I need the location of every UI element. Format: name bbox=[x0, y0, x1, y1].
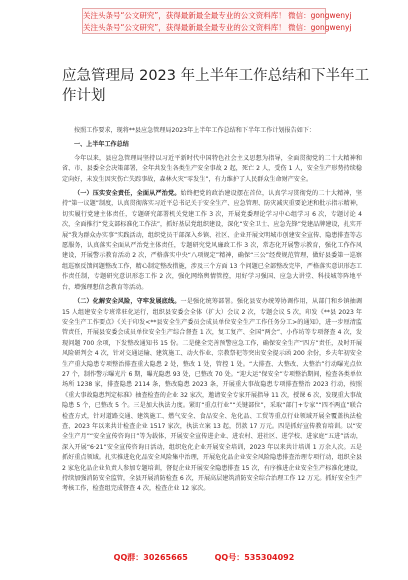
subsection-2-text: 一是强化统筹部署。强化县安办统筹协调作用，从部门和乡镇抽调 15 人组建安全专班常驻化运行，组织县安委会全体（扩大）会议 2 次，专题会议 5 次，印发《**县 2023 年安全生产工作要点》《关于印发<**县安全生产委员会成员单位安全生产工作任务分工>的通知》，进一步厘清监管责任，开展县安委会成员单位安全生产综合督查 1 次，复工复产、全国“两会”、小作坊等专项督查 4 次，发现问题 700 余项，下发整改通知书 15 份。二是健全完善预警应急工作，确保安全生产“四方”责任，及时开展风险研判会 4 次，针对交通运输、建筑施工、动火作业、宗教祭祀等突出安全提示函 200 余份，乡夫年初安全生产重大隐患专项整治排查重大隐患 2 处，整改 1 处，管控 1 处。“大排查、大整改、大整治”行动曝光点位 27 个，制作警示曝光片 6 期，曝光隐患 93 处，已整改 70 处。“迎大运”保安全”专项整治期间，检查各类单位场所 1238 家，排查隐患 2114 条，整改隐患 2023 条，开展重大事故隐患专项排查整治 2023 行动，按照《重大事故隐患判定标准》抽查检查的企业 32 家次，邀请安全专家开展指导 11 次，授课 6 次，发现重大事故隐患 5 个，已整改 5 个。三是加大执法力度。紧盯“重点行业”“关键部位”，采取“部门+专家”“四不两直”联合检查方式，针对道路交通、建筑施工、燃气安全、食品安全、危化品、工贸等重点行业领域开展全覆盖执法检查，2023 年以来共计检查企业 1517 家次，执法立案 13 起，罚款 17 万元。四是抓好宣传教育培训。以“安全生产月”“安全宣传咨询日”等为载体，开展安全宣传进企业、进农村、进社区、进学校、进家庭“五进”活动，深入开展“6·21”安全宣传咨询日活动，组织危化企业开展安全培训，2023 年以来共计培训 1 万余人次。五是抓好重点领域。扎实推进危化品安全风险集中治理，开展危化品企业安全风险隐患排查治理专项行动，组织全县 2 家危化品企业负责人参加专题培训，督促企业开展安全隐患排查 15 次，有序推进企业安全生产标准化建设，持续加强消防安全监管，全县开展消防检查 6 次，开展高层建筑消防安全综合治理工作 12 万元。抓好安全生产考核工作，检查组完成督查 4 次，检查企业 12 家次。 bbox=[62, 298, 363, 493]
intro-paragraph: 按照工作要求，现将**县应急管理局2023年上半年工作总结和下半年工作计划报告如下： bbox=[74, 127, 315, 134]
banner-line-2: 关注头条号“公文研究”，获得最新最全最专业的公文资料库！ 微信：gongwenyj bbox=[83, 23, 352, 32]
document-title: 应急管理局 2023 年上半年工作总结和下半年工作计划 bbox=[62, 68, 370, 104]
subsection-1-heading: （一）压实安全责任，全面从严治党。 bbox=[74, 190, 181, 198]
qq-group: QQ群：30265665 bbox=[113, 553, 188, 562]
subsection-1 bbox=[62, 189, 362, 293]
subsection-1-text: 始终把党的政治建设摆在首位，认真学习贯彻党的二十大精神，坚持“第一议题”制度，认真贯彻落实习近平总书记关于安全生产、应急管理、防灾减灾重要论述和批示指示精神，切实履行党建主体责任，专题研究部署机关党建工作 3 次，开展党委理论学习中心组学习 6 次，专题讨论 4 次，全面推行“党支部标准化工作法”，抓好基层党组织建设，深化“安全卫士、应急先锋”党建品牌建设，扎实开展“我为群众办实事”实践活动，组织党员干部深入乡镇、社区、企业开展文明城市创建安全宣传、隐患排查等志愿服务，认真落实全面从严治党主体责任，专题研究党风廉政工作 3 次，常态化开展警示教育，强化工作作风建设，开展警示教育活动 2 次，严格落实中央“八项规定”精神，确保“三公”经费规范管理，做好县委第一巡察组巡察反馈问题整改工作，精心制定整改措施，涉及三个方面 13 个问题已全部整改完毕，严格落实意识形态工作责任制，专题研究意识形态工作 2 次，强化网络舆情管控，用好学习强国、应急大讲堂、科技城等阵地平台，增强理想信念教育等活动。 bbox=[62, 190, 363, 291]
contact-footer bbox=[0, 552, 408, 563]
banner-line-1: 关注头条号“公文研究”，获得最新最全最专业的公文资料库！ 微信：gongwenyj bbox=[83, 11, 352, 20]
subsection-2-heading: （二）化解安全风险，守牢发展底线。 bbox=[74, 298, 181, 306]
qq-number: QQ号：535304092 bbox=[214, 553, 295, 562]
overview-paragraph: 今年以来，县应急管理局坚持以习近平新时代中国特色社会主义思想为指导，全面贯彻党的二十大精神和省、市、县委全会决策部署，全年共发生各类生产安全事故 2 起，死亡 2 人，受伤 1 人，安全生产形势持续稳定向好，未发生因灾伤亡失踪事故，森林火灾“零发生”，有力维护了人民群众生命财产安全。 bbox=[62, 154, 362, 183]
section-heading: 一、上半年工作总结 bbox=[74, 141, 129, 149]
promo-banner[interactable] bbox=[82, 8, 352, 34]
subsection-2 bbox=[62, 297, 362, 495]
document-body bbox=[62, 126, 362, 495]
